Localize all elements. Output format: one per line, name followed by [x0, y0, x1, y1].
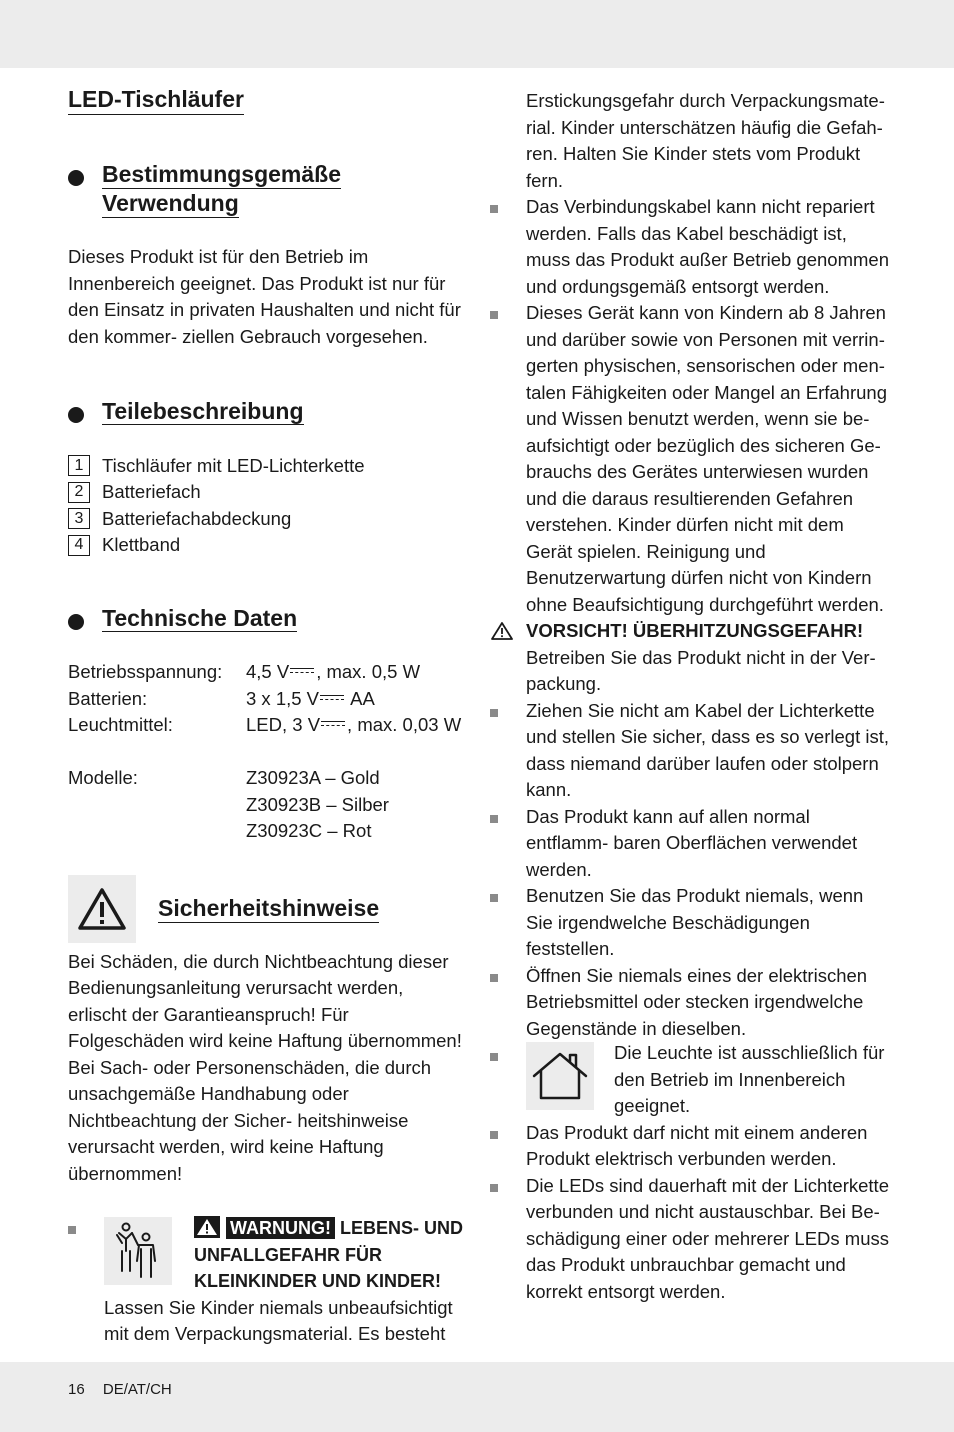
- page-footer: [68, 1380, 186, 1400]
- bullet-square-icon: [490, 974, 498, 982]
- bullet-dot-icon: [68, 407, 84, 423]
- tech-specs: Betriebsspannung: 4,5 V , max. 0,5 W Batterien: 3 x 1,5 V AA Leuchtmittel: LED, 3 V , max. 0,03 W Modelle: Z30923A – Gold Z30923B – Silber Z30923C – Rot: [68, 661, 462, 841]
- dc-symbol-icon: [290, 666, 314, 676]
- document-title: LED-Tischläufer: [68, 84, 244, 115]
- list-item: Benutzen Sie das Produkt niemals, wenn Sie irgendwelche Beschädigungen feststellen.: [490, 883, 890, 963]
- page-number: 16: [68, 1381, 85, 1398]
- intended-use-heading: [68, 161, 466, 218]
- list-item: Öffnen Sie niemals eines der elektrischen Betriebsmittel oder stecken irgendwelche Gegenstände in dieselben.: [490, 963, 890, 1043]
- child-warning: [68, 1215, 466, 1348]
- list-item: Das Produkt darf nicht mit einem anderen Produkt elektrisch verbunden werden.: [490, 1120, 890, 1173]
- bullet-square-icon: [490, 205, 498, 213]
- list-item: Das Verbindungskabel kann nicht repariert werden. Falls das Kabel beschädigt ist, muss das Produkt außer Betrieb genommen und ordungsgemäß entsorgt werden.: [490, 194, 890, 300]
- warning-badge: WARNUNG!: [226, 1217, 335, 1239]
- list-item: Ziehen Sie nicht am Kabel der Lichterkette und stellen Sie sicher, dass es so verlegt ist, dass niemand darüber laufen oder stolpern kann.: [490, 698, 890, 804]
- dc-symbol-icon: [321, 719, 345, 729]
- region-label: DE/AT/CH: [102, 1381, 172, 1398]
- intended-use-heading-line1: Bestimmungsgemäße: [102, 161, 342, 187]
- left-column: [68, 84, 466, 1348]
- list-item: Die LEDs sind dauerhaft mit der Lichterkette verbunden und nicht austauschbar. Bei Be- schädigung einer oder mehrerer LEDs muss das Produkt unbrauchbar gemacht und korrekt entsorgt werden.: [490, 1173, 890, 1306]
- list-item: Dieses Gerät kann von Kindern ab 8 Jahren und darüber sowie von Personen mit verrin- gerten physischen, sensorischen oder men- talen Fähigkeiten oder Mangel an Erfahrung und Wissen benutzt werden, wenn sie be- aufsichtigt oder bezüglich des sicheren Ge- brauchs des Gerätes unterwiesen wurden und die daraus resultierenden Gefahren verstehen. Kinder dürfen nicht mit dem Gerät spielen. Reinigung und Benutzerwartung dürfen nicht von Kindern ohne Beaufsichtigung durchgeführt werden.: [490, 300, 890, 618]
- bullet-square-icon: [490, 894, 498, 902]
- intended-use-text: Dieses Produkt ist für den Betrieb im Innenbereich geeignet. Das Produkt ist nur für den Einsatz in privaten Haushalten und nicht für den kommer- ziellen Gebrauch vorgesehen.: [68, 246, 461, 347]
- safety-intro: Bei Schäden, die durch Nichtbeachtung dieser Bedienungsanleitung verursacht werden, erlischt der Garantieanspruch! Für Folgeschäden wird keine Haftung übernommen! Bei Sach- oder Personenschäden, die durch unsachgemäße Handhabung oder Nichtbeachtung der Sicher- heitshinweise verursacht werden, wird keine Haftung übernommen!: [68, 950, 462, 1184]
- bullet-square-icon: [68, 1226, 76, 1234]
- list-item: 3 Batteriefachabdeckung: [68, 506, 466, 533]
- tech-heading: Technische Daten: [68, 605, 466, 634]
- dc-symbol-icon: [320, 693, 344, 703]
- child-warning-title: LEBENS- UND UNFALLGEFAHR FÜR KLEINKINDER UND KINDER!: [194, 1218, 464, 1291]
- house-icon: [526, 1042, 594, 1110]
- child-warning-text: Lassen Sie Kinder niemals unbeaufsichtigt mit dem Verpackungsmaterial. Es besteht: [104, 1296, 453, 1344]
- list-item: 1 Tischläufer mit LED-Lichterkette: [68, 453, 466, 480]
- parts-list: [68, 453, 466, 559]
- right-column: [490, 88, 890, 1305]
- warning-triangle-icon: [194, 1216, 220, 1238]
- list-item: 2 Batteriefach: [68, 479, 466, 506]
- bullet-dot-icon: [68, 170, 84, 186]
- child-warning-text-continued: Erstickungsgefahr durch Verpackungsmate- rial. Kinder unterschätzen häufig die Gefah- ren. Halten Sie Kinder stets vom Produkt fern.: [526, 90, 885, 191]
- child-icon: [104, 1217, 172, 1285]
- list-item: 4 Klettband: [68, 532, 466, 559]
- bullet-dot-icon: [68, 614, 84, 630]
- header-band: [0, 0, 954, 68]
- bullet-square-icon: [490, 709, 498, 717]
- bullet-square-icon: [490, 1131, 498, 1139]
- bullet-square-icon: [490, 1184, 498, 1192]
- warning-triangle-icon: [490, 621, 514, 641]
- warning-triangle-icon: [68, 875, 136, 943]
- caution-text: Betreiben Sie das Produkt nicht in der Ver- packung.: [526, 646, 876, 694]
- caution-heading: VORSICHT! ÜBERHITZUNGSGEFAHR!: [490, 618, 890, 645]
- list-item: Das Produkt kann auf allen normal entflamm- baren Oberflächen verwendet werden.: [490, 804, 890, 884]
- bullet-square-icon: [490, 311, 498, 319]
- intended-use-heading-line2: Verwendung: [102, 189, 239, 216]
- bullet-square-icon: [490, 1053, 498, 1061]
- parts-heading: Teilebeschreibung: [68, 398, 466, 427]
- indoor-use-item: Die Leuchte ist ausschließlich für den Betrieb im Innenbereich geeignet.: [490, 1042, 890, 1120]
- safety-heading: Sicherheitshinweise: [68, 875, 466, 943]
- bullet-square-icon: [490, 815, 498, 823]
